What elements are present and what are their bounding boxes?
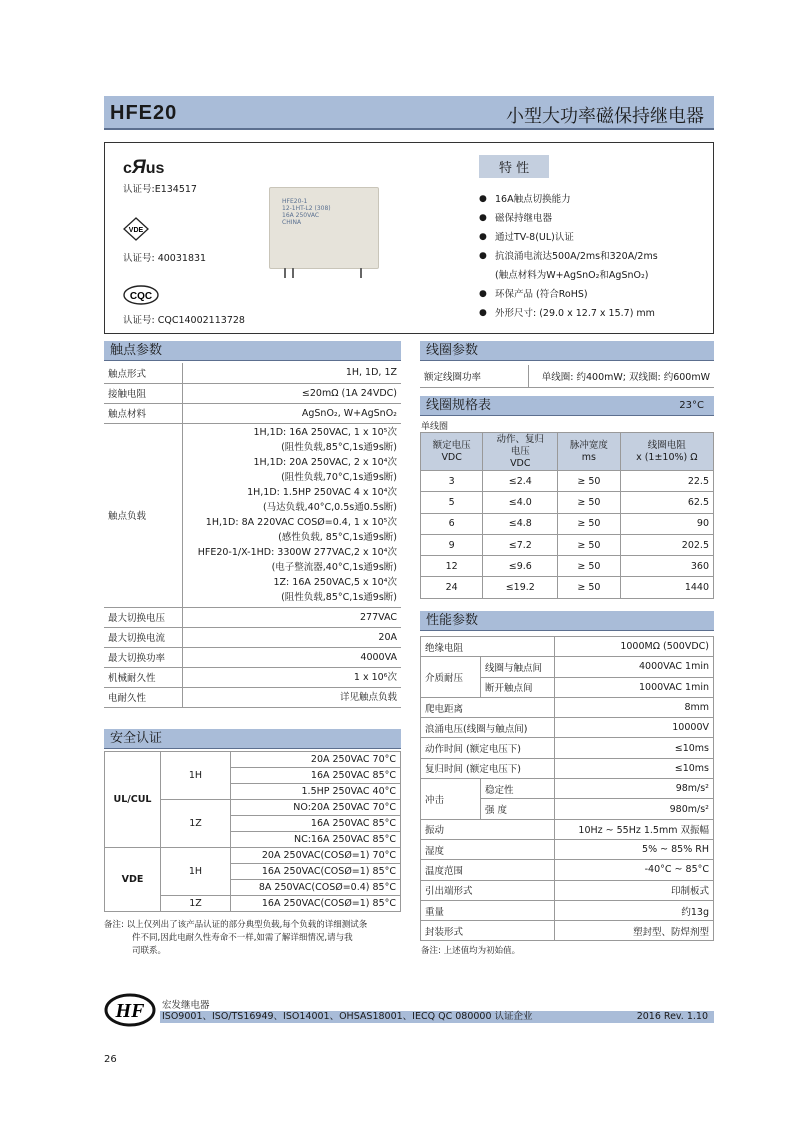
relay-marking-line: CHINA [282, 219, 302, 226]
column-header [558, 433, 620, 471]
hf-logo-icon [104, 993, 156, 1027]
table-cell: ≤7.2 [483, 534, 558, 555]
table-cell: 9 [421, 534, 483, 555]
contact-param-label: 最大切换功率 [104, 647, 182, 667]
perf-value: 1000VAC 1min [555, 677, 714, 697]
safety-agency: VDE [105, 848, 161, 912]
table-cell: ≥ 50 [558, 513, 620, 534]
column-header-line: x (1±10%) Ω [636, 451, 698, 463]
relay-photo [269, 187, 379, 269]
perf-value: 塑封型、防焊剂型 [555, 921, 714, 941]
relay-marking-line: HFE20-1 [282, 198, 308, 205]
table-row [421, 880, 714, 900]
cqc-icon [123, 285, 159, 305]
table-row [105, 752, 401, 768]
table-cell: 3 [421, 471, 483, 492]
safety-table [104, 751, 401, 912]
contact-param-label: 电耐久性 [104, 687, 182, 707]
contact-value-line: 277VAC [360, 611, 397, 623]
contact-value-line: 4000VA [360, 651, 397, 663]
feature-item: ● 抗浪涌电流达500A/2ms和320A/2ms [479, 247, 709, 266]
contact-value-line: (阻性负载,85°C,1s通9s断) [281, 442, 397, 453]
table-header-row [421, 433, 714, 471]
safety-contact-type: 1H [161, 848, 231, 896]
feature-item: ● 环保产品 (符合RoHS) [479, 285, 709, 304]
contact-value-line: AgSnO₂, W+AgSnO₂ [301, 407, 397, 419]
table-cell: 360 [620, 556, 713, 577]
safety-contact-type: 1Z [161, 896, 231, 912]
overview-box [104, 142, 714, 334]
table-cell: 1440 [620, 577, 713, 598]
coil-power-value: 单线圈: 约400mW; 双线圈: 约600mW [528, 365, 714, 387]
coil-spec-section-title [420, 396, 714, 416]
contact-value-line: 1H,1D: 1.5HP 250VAC 4 x 10⁴次 [247, 487, 397, 498]
contact-value-line: (马达负载,40°C,0.5s通0.5s断) [262, 502, 397, 513]
perf-value: 约13g [555, 900, 714, 920]
perf-label: 绝缘电阻 [421, 637, 555, 657]
table-row [421, 860, 714, 880]
page-number: 26 [104, 1054, 117, 1065]
performance-section-title: 性能参数 [420, 611, 714, 631]
contact-value-line: 1H,1D: 8A 220VAC COSØ=0.4, 1 x 10⁵次 [205, 517, 397, 528]
perf-label: 冲击 [421, 779, 481, 820]
table-row [104, 607, 401, 627]
column-header [620, 433, 713, 471]
contact-param-value [182, 627, 401, 647]
column-header-line: ms [581, 451, 597, 463]
table-cell: 62.5 [620, 492, 713, 513]
vde-icon [123, 217, 149, 241]
perf-label: 重量 [421, 900, 555, 920]
features [479, 155, 709, 323]
coil-spec-table [420, 432, 714, 599]
contact-value-line: HFE20-1/X-1HD: 3300W 277VAC,2 x 10⁴次 [197, 547, 397, 558]
coil-spec-temp: 23°C [679, 400, 704, 411]
table-row [421, 577, 714, 598]
relay-marking-line: 16A 250VAC [282, 212, 320, 219]
table-row [104, 423, 401, 607]
table-row [421, 758, 714, 778]
page-header [104, 96, 714, 130]
table-cell: 6 [421, 513, 483, 534]
safety-note-line: 备注: 以上仅列出了该产品认证的部分典型负载,每个负载的详细测试条 [104, 920, 368, 930]
contact-param-label: 触点材料 [104, 403, 182, 423]
coil-table [420, 365, 714, 388]
table-row [421, 779, 714, 799]
contact-param-value [182, 423, 401, 607]
table-cell: 90 [620, 513, 713, 534]
table-cell: 24 [421, 577, 483, 598]
safety-rating: 16A 250VAC(COSØ=1) 85°C [231, 864, 401, 880]
column-header-line: VDC [441, 451, 462, 463]
contact-value-line: 1H, 1D, 1Z [345, 367, 397, 379]
contact-param-value [182, 647, 401, 667]
column-header-line: 线圈电阻 [647, 439, 686, 451]
perf-value: 4000VAC 1min [555, 657, 714, 677]
contact-param-value [182, 383, 401, 403]
table-cell: ≤2.4 [483, 471, 558, 492]
feature-item: (触点材料为W+AgSnO₂和AgSnO₂) [495, 270, 649, 281]
table-cell: ≥ 50 [558, 577, 620, 598]
feature-item: ● 外形尺寸: (29.0 x 12.7 x 15.7) mm [479, 304, 709, 323]
safety-rating: 16A 250VAC 85°C [231, 768, 401, 784]
table-row [421, 921, 714, 941]
ul-cert-number: 认证号:E134517 [123, 184, 197, 195]
safety-rating: 20A 250VAC 70°C [231, 752, 401, 768]
contact-param-value [182, 687, 401, 707]
table-row [421, 718, 714, 738]
table-row [421, 534, 714, 555]
table-cell: ≥ 50 [558, 556, 620, 577]
safety-rating: 8A 250VAC(COSØ=0.4) 85°C [231, 880, 401, 896]
table-row [421, 492, 714, 513]
table-row [104, 667, 401, 687]
table-row [104, 383, 401, 403]
perf-value: ≤10ms [555, 738, 714, 758]
feature-item: ● 通过TV-8(UL)认证 [479, 228, 709, 247]
safety-contact-type: 1H [161, 752, 231, 800]
contact-value-line: (感性负载, 85°C,1s通9s断) [278, 532, 397, 543]
perf-value: 980m/s² [555, 799, 714, 819]
table-row [104, 627, 401, 647]
svg-text:CQC: CQC [129, 291, 153, 302]
perf-value: 10Hz ~ 55Hz 1.5mm 双振幅 [555, 819, 714, 839]
table-cell: 12 [421, 556, 483, 577]
contact-param-value [182, 363, 401, 383]
perf-label: 温度范围 [421, 860, 555, 880]
table-row [421, 839, 714, 859]
contact-param-value [182, 607, 401, 627]
table-cell: 202.5 [620, 534, 713, 555]
table-row [421, 657, 714, 677]
contact-param-label: 最大切换电压 [104, 607, 182, 627]
safety-note-line: 司联系。 [132, 946, 167, 956]
safety-rating: NC:16A 250VAC 85°C [231, 832, 401, 848]
column-header-line: 脉冲宽度 [569, 439, 608, 451]
perf-sub-label: 线圈与触点间 [481, 657, 555, 677]
column-header-line: 电压 [510, 445, 530, 457]
safety-rating: 16A 250VAC 85°C [231, 816, 401, 832]
vde-cert-number: 认证号: 40031831 [123, 253, 207, 264]
contact-value-line: 1Z: 16A 250VAC,5 x 10⁴次 [273, 577, 397, 588]
table-row [105, 848, 401, 864]
company-name: 宏发继电器 [162, 1000, 210, 1011]
svg-text:HF: HF [115, 1000, 145, 1022]
table-row [421, 819, 714, 839]
contact-table [104, 363, 401, 708]
column-header [421, 433, 483, 471]
perf-value: 5% ~ 85% RH [555, 839, 714, 859]
contact-param-label: 触点负载 [104, 423, 182, 607]
table-cell: ≤4.8 [483, 513, 558, 534]
perf-value: ≤10ms [555, 758, 714, 778]
safety-section-title: 安全认证 [104, 729, 401, 749]
table-row [104, 403, 401, 423]
product-title: 小型大功率磁保持继电器 [506, 106, 704, 127]
perf-label: 动作时间 (额定电压下) [421, 738, 555, 758]
safety-note-line: 件不同,因此电耐久性寿命不一样,如需了解详细情况,请与我 [132, 933, 353, 943]
coil-section-title: 线圈参数 [420, 341, 714, 361]
perf-value: 印制板式 [555, 880, 714, 900]
svg-text:VDE: VDE [128, 227, 144, 234]
company-certs: ISO9001、ISO/TS16949、ISO14001、OHSAS18001、IECQ QC 080000 认证企业 [162, 1011, 533, 1022]
table-row [421, 637, 714, 657]
feature-item: ● 16A触点切换能力 [479, 190, 709, 209]
perf-label: 封装形式 [421, 921, 555, 941]
safety-contact-type: 1Z [161, 800, 231, 848]
safety-rating: 1.5HP 250VAC 40°C [231, 784, 401, 800]
table-row [421, 900, 714, 920]
relay-pin [284, 268, 286, 278]
contact-value-line: (阻性负载,70°C,1s通9s断) [281, 472, 397, 483]
features-title: 特 性 [479, 155, 549, 178]
contact-value-line: 1 x 10⁶次 [353, 671, 397, 683]
contact-value-line: (阻性负载,85°C,1s通9s断) [281, 592, 397, 603]
table-cell: ≤4.0 [483, 492, 558, 513]
product-code: HFE20 [110, 102, 178, 124]
relay-marking-line: 12-1HT-L2 (308) [282, 205, 331, 212]
perf-value: 10000V [555, 718, 714, 738]
cqc-cert [123, 285, 303, 326]
ul-logo: cЯus [123, 157, 165, 178]
table-cell: ≥ 50 [558, 492, 620, 513]
perf-sub-label: 强 度 [481, 799, 555, 819]
coil-spec-title: 线圈规格表 [426, 398, 492, 413]
column-header-line: 动作、复归 [496, 433, 545, 445]
safety-rating: NO:20A 250VAC 70°C [231, 800, 401, 816]
perf-value: 8mm [555, 697, 714, 717]
table-row [104, 363, 401, 383]
contact-param-label: 最大切换电流 [104, 627, 182, 647]
performance-note: 备注: 上述值均为初始值。 [421, 946, 521, 956]
perf-value: -40°C ~ 85°C [555, 860, 714, 880]
perf-label: 浪涌电压(线圈与触点间) [421, 718, 555, 738]
contact-param-label: 触点形式 [104, 363, 182, 383]
perf-label: 复归时间 (额定电压下) [421, 758, 555, 778]
perf-label: 介质耐压 [421, 657, 481, 698]
contact-param-value [182, 403, 401, 423]
perf-label: 引出端形式 [421, 880, 555, 900]
cert-bar [160, 1011, 714, 1023]
contact-value-line: 详见触点负载 [339, 691, 397, 703]
relay-pin [360, 268, 362, 278]
relay-pin [292, 268, 294, 278]
perf-sub-label: 断开触点间 [481, 677, 555, 697]
table-row [420, 365, 714, 387]
safety-rating: 20A 250VAC(COSØ=1) 70°C [231, 848, 401, 864]
table-cell: 22.5 [620, 471, 713, 492]
cqc-cert-number: 认证号: CQC14002113728 [123, 315, 245, 326]
revision: 2016 Rev. 1.10 [636, 1011, 708, 1022]
column-header [483, 433, 558, 471]
column-header-line: VDC [510, 457, 531, 469]
table-row [104, 687, 401, 707]
perf-sub-label: 稳定性 [481, 779, 555, 799]
safety-note [104, 919, 404, 958]
table-cell: 5 [421, 492, 483, 513]
table-row [421, 513, 714, 534]
contact-value-line: 1H,1D: 20A 250VAC, 2 x 10⁴次 [253, 457, 397, 468]
safety-rating: 16A 250VAC(COSØ=1) 85°C [231, 896, 401, 912]
perf-value: 98m/s² [555, 779, 714, 799]
contact-section-title: 触点参数 [104, 341, 401, 361]
contact-value-line: (电子整流器,40°C,1s通9s断) [271, 562, 397, 573]
contact-param-label: 接触电阻 [104, 383, 182, 403]
contact-value-line: ≤20mΩ (1A 24VDC) [301, 387, 397, 399]
perf-value: 1000MΩ (500VDC) [555, 637, 714, 657]
perf-label: 湿度 [421, 839, 555, 859]
features-list [479, 190, 709, 323]
contact-param-value [182, 667, 401, 687]
table-cell: ≥ 50 [558, 534, 620, 555]
table-cell: ≥ 50 [558, 471, 620, 492]
performance-table [420, 636, 714, 941]
table-cell: ≤9.6 [483, 556, 558, 577]
contact-value-line: 1H,1D: 16A 250VAC, 1 x 10⁵次 [253, 427, 397, 438]
safety-agency: UL/CUL [105, 752, 161, 848]
table-row [421, 471, 714, 492]
table-row [421, 556, 714, 577]
relay-marking [282, 198, 331, 226]
table-row [104, 647, 401, 667]
contact-param-label: 机械耐久性 [104, 667, 182, 687]
perf-label: 爬电距离 [421, 697, 555, 717]
feature-item: ● 磁保持继电器 [479, 209, 709, 228]
perf-label: 振动 [421, 819, 555, 839]
contact-value-line: 20A [378, 631, 397, 643]
column-header-line: 额定电压 [432, 439, 471, 451]
table-row [421, 697, 714, 717]
page-footer [104, 995, 714, 1027]
coil-power-label: 额定线圈功率 [420, 365, 528, 387]
coil-spec-sub: 单线圈 [421, 422, 449, 432]
table-row [421, 738, 714, 758]
table-cell: ≤19.2 [483, 577, 558, 598]
